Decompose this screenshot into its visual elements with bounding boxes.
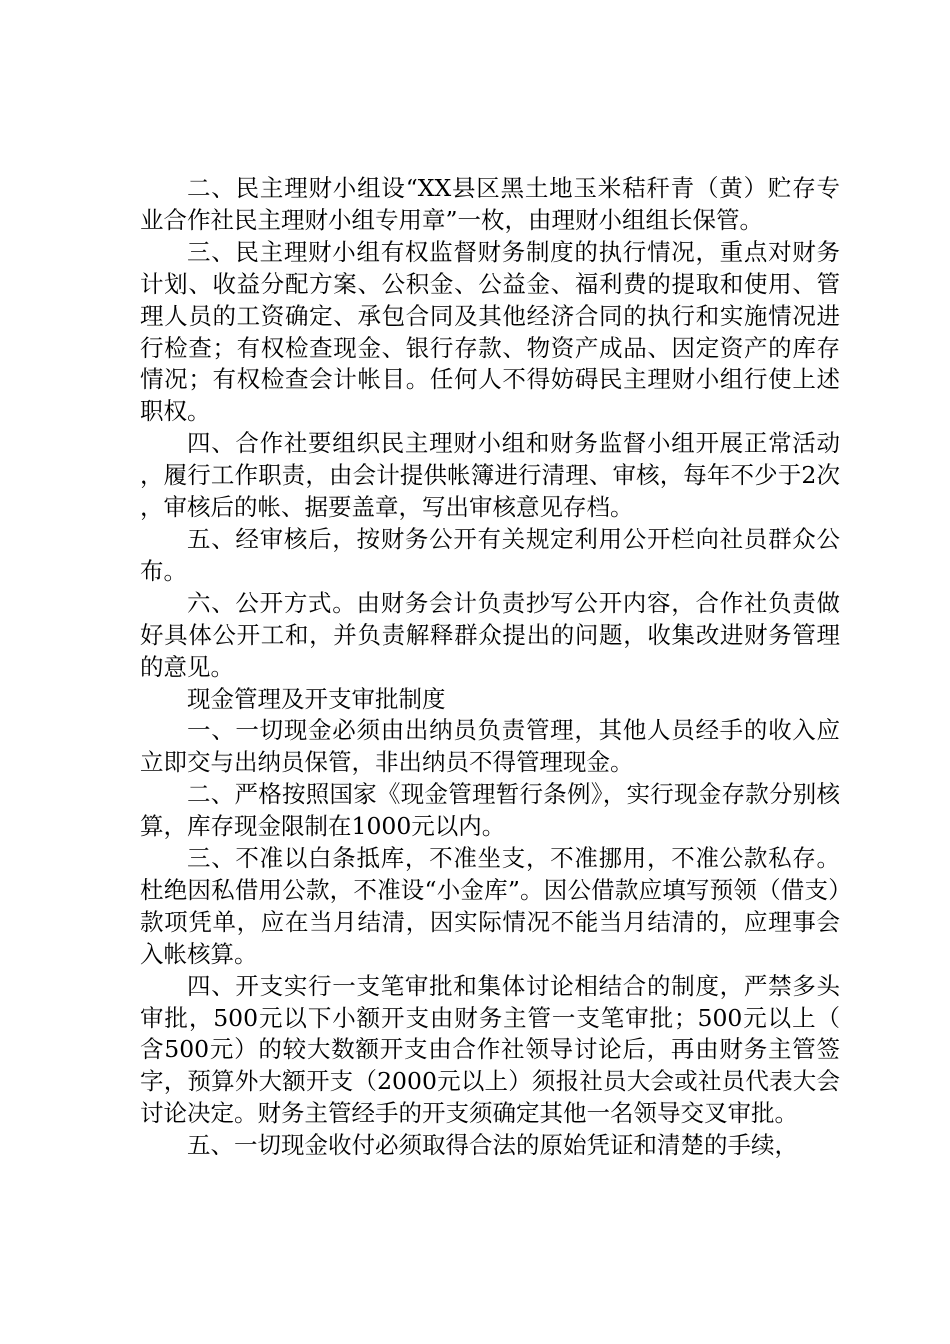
section-heading-cash-management: 现金管理及开支审批制度 <box>187 684 446 713</box>
cash-clause-1: 一、一切现金必须由出纳员负责管理，其他人员经手的收入应立即交与出纳员保管，非出纳员不得管理现金。 <box>140 716 840 777</box>
clause-6-disclosure-method: 六、公开方式。由财务会计负责抄写公开内容，合作社负责做好具体公开工和，并负责解释群众提出的问题，收集改进财务管理的意见。 <box>140 588 840 681</box>
clause-2-seal: 二、民主理财小组设“XX县区黑土地玉米秸秆青（黄）贮存专业合作社民主理财小组专用章”一枚，由理财小组组长保管。 <box>140 174 840 234</box>
clause-5-publication: 五、经审核后，按财务公开有关规定利用公开栏向社员群众公布。 <box>140 524 840 585</box>
clause-4-audit-activities: 四、合作社要组织民主理财小组和财务监督小组开展正常活动，履行工作职责，由会计提供帐簿进行清理、审核，每年不少于2次，审核后的帐、据要盖章，写出审核意见存档。 <box>140 429 840 522</box>
cash-clause-5: 五、一切现金收付必须取得合法的原始凭证和清楚的手续， <box>187 1131 798 1160</box>
cash-clause-2: 二、严格按照国家《现金管理暂行条例》，实行现金存款分别核算，库存现金限制在1000元以内。 <box>140 780 840 841</box>
cash-clause-4: 四、开支实行一支笔审批和集体讨论相结合的制度，严禁多头审批，500元以下小额开支由财务主管一支笔审批；500元以上（含500元）的较大数额开支由合作社领导讨论后，再由财务主管签字，预算外大额开支（2000元以上）须报社员大会或社员代表大会讨论决定。财务主管经手的开支须确定其他一名领导交叉审批。 <box>140 971 840 1128</box>
clause-3-supervision-rights: 三、民主理财小组有权监督财务制度的执行情况，重点对财务计划、收益分配方案、公积金、公益金、福利费的提取和使用、管理人员的工资确定、承包合同及其他经济合同的执行和实施情况进行检查；有权检查现金、银行存款、物资产成品、因定资产的库存情况；有权检查会计帐目。任何人不得妨碍民主理财小组行使上述职权。 <box>140 237 840 426</box>
document-page <box>140 173 840 1162</box>
cash-clause-3: 三、不准以白条抵库，不准坐支，不准挪用，不准公款私存。杜绝因私借用公款，不准设“小金库”。因公借款应填写预领（借支）款项凭单，应在当月结清，因实际情况不能当月结清的，应理事会入帐核算。 <box>140 844 840 968</box>
